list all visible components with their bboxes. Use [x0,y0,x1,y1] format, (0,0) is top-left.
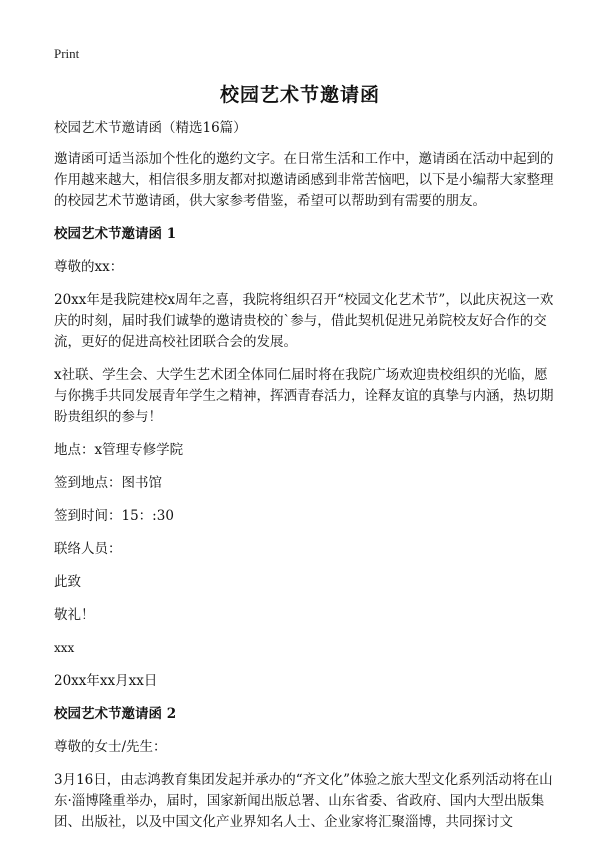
print-link[interactable]: Print [54,46,80,61]
signin-location-line: 签到地点：图书馆 [54,475,162,491]
salutation-2: 尊敬的女士/先生： [54,739,167,755]
intro-paragraph: 邀请函可适当添加个性化的邀约文字。在日常生活和工作中，邀请函在活动中起到的作用越来越大，相信很多朋友都对拟邀请函感到非常苦恼吧，以下是小编帮大家整理的校园艺术节邀请函，供大家参考借鉴，希望可以帮助到有需要的朋友。 [54,151,554,209]
section-heading-2: 校园艺术节邀请函 2 [54,706,177,722]
letter-paragraph-1: 20xx年是我院建校x周年之喜，我院将组织召开“校园文化艺术节”，以此庆祝这一欢庆的时刻，届时我们诚挚的邀请贵校的`参与，借此契机促进兄弟院校友好合作的交流，更好的促进高校社团联合会的发展。 [54,292,554,350]
closing-line-1: 此致 [54,574,81,590]
location-line: 地点：x管理专修学院 [54,442,184,458]
letter-paragraph-3: 3月16日，由志鸿教育集团发起并承办的“齐文化”体验之旅大型文化系列活动将在山东·淄博隆重举办，届时，国家新闻出版总署、山东省委、省政府、国内大型出版集团、出版社，以及中国文化产业界知名人士、企业家将汇聚淄博，共同探讨文 [54,772,553,830]
date-line: 20xx年xx月xx日 [54,673,158,689]
contact-line: 联络人员： [54,541,122,557]
page-title: 校园艺术节邀请函 [219,84,380,106]
signin-time-line: 签到时间：15：:30 [54,508,174,524]
closing-line-2: 敬礼！ [54,607,95,623]
salutation-1: 尊敬的xx： [54,259,124,275]
document-body [54,118,554,845]
document-subtitle: 校园艺术节邀请函（精选16篇） [54,120,247,136]
section-heading-1: 校园艺术节邀请函 1 [54,226,177,242]
signature-line: xxx [54,641,75,655]
letter-paragraph-2: x社联、学生会、大学生艺术团全体同仁届时将在我院广场欢迎贵校组织的光临，愿与你携手共同发展青年学生之精神，挥洒青春活力，诠释友谊的真挚与内涵，热切期盼贵组织的参与！ [54,367,554,425]
